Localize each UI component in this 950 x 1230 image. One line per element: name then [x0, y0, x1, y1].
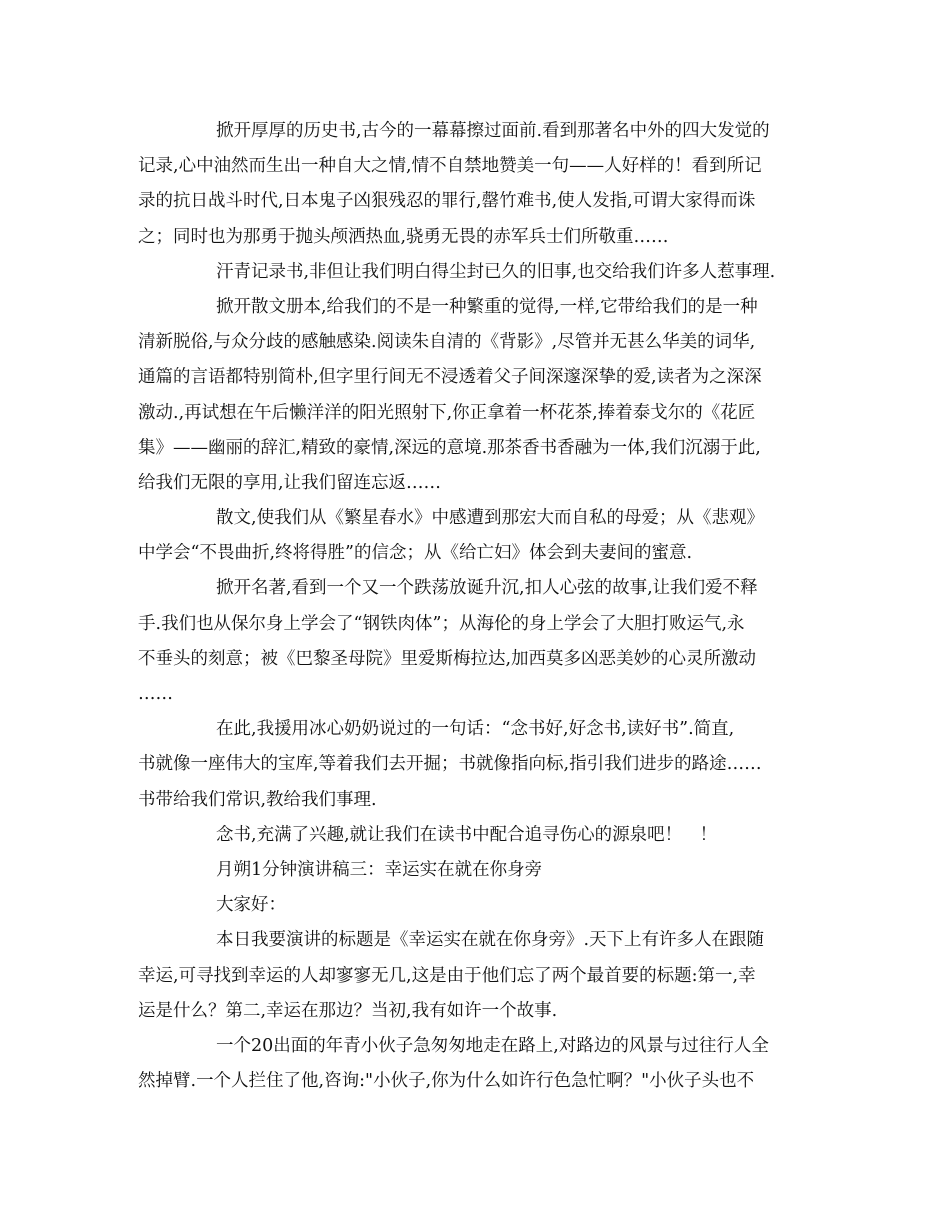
text-line: 通篇的言语都特别简朴,但字里行间无不浸透着父子间深邃深挚的爱,读者为之深深: [138, 367, 762, 388]
text-line: 书带给我们常识,教给我们事理.: [138, 789, 377, 810]
text-line: 给我们无限的享用,让我们留连忘返……: [138, 472, 442, 493]
text-line: 中学会“不畏曲折,终将得胜”的信念；从《给亡妇》体会到夫妻间的蜜意.: [138, 543, 693, 564]
text-line: 念书,充满了兴趣,就让我们在读书中配合追寻伤心的源泉吧！ ！: [216, 824, 718, 845]
document-body: [138, 114, 818, 1099]
text-line: 掀开名著,看到一个又一个跌荡放诞升沉,扣人心弦的故事,让我们爱不释: [216, 578, 758, 599]
text-line: 书就像一座伟大的宝库,等着我们去开掘；书就像指向标,指引我们进步的路途……: [138, 754, 762, 775]
text-line: 掀开散文册本,给我们的不是一种繁重的觉得,一样,它带给我们的是一种: [216, 296, 758, 317]
text-line: 不垂头的刻意；被《巴黎圣母院》里爱斯梅拉达,加西莫多凶恶美妙的心灵所激动: [138, 648, 757, 669]
text-line: 在此,我援用冰心奶奶说过的一句话：“念书好,好念书,读好书”.简直,: [216, 719, 735, 740]
text-line: 大家好：: [216, 895, 286, 916]
text-line: ……: [138, 684, 173, 704]
text-line: 之；同时也为那勇于抛头颅洒热血,骁勇无畏的赤军兵士们所敬重……: [138, 226, 669, 247]
text-line: 然掉臂.一个人拦住了他,咨询:"小伙子,你为什么如许行色急忙啊？"小伙子头也不: [138, 1071, 755, 1092]
text-line: 散文,使我们从《繁星春水》中感遭到那宏大而自私的母爱；从《悲观》: [216, 508, 765, 529]
text-line: 月朔1分钟演讲稿三：幸运实在就在你身旁: [216, 859, 543, 880]
text-line: 集》——幽丽的辞汇,精致的豪情,深远的意境.那茶香书香融为一体,我们沉溺于此,: [138, 437, 761, 458]
text-line: 汗青记录书,非但让我们明白得尘封已久的旧事,也交给我们许多人惹事理.: [216, 261, 776, 282]
text-line: 录的抗日战斗时代,日本鬼子凶狠残忍的罪行,罄竹难书,使人发指,可谓大家得而诛: [138, 191, 756, 212]
text-line: 掀开厚厚的历史书,古今的一幕幕擦过面前.看到那著名中外的四大发觉的: [216, 121, 770, 141]
text-line: 清新脱俗,与众分歧的感触感染.阅读朱自清的《背影》,尽管并无甚么华美的词华,: [138, 332, 756, 353]
text-line: 运是什么？第二,幸运在那边？当初,我有如许一个故事.: [138, 1000, 558, 1021]
text-line: 手.我们也从保尔身上学会了“钢铁肉体”；从海伦的身上学会了大胆打败运气,永: [138, 613, 745, 634]
text-line: 幸运,可寻找到幸运的人却寥寥无几,这是由于他们忘了两个最首要的标题:第一,幸: [138, 965, 756, 986]
text-line: 本日我要演讲的标题是《幸运实在就在你身旁》.天下上有许多人在跟随: [216, 930, 765, 951]
text-line: 记录,心中油然而生出一种自大之情,情不自禁地赞美一句——人好样的！看到所记: [138, 156, 762, 177]
text-line: 一个20出面的年青小伙子急匆匆地走在路上,对路边的风景与过往行人全: [216, 1035, 769, 1056]
text-line: 激动.,再试想在午后懒洋洋的阳光照射下,你正拿着一杯花茶,捧着泰戈尔的《花匠: [138, 402, 756, 423]
